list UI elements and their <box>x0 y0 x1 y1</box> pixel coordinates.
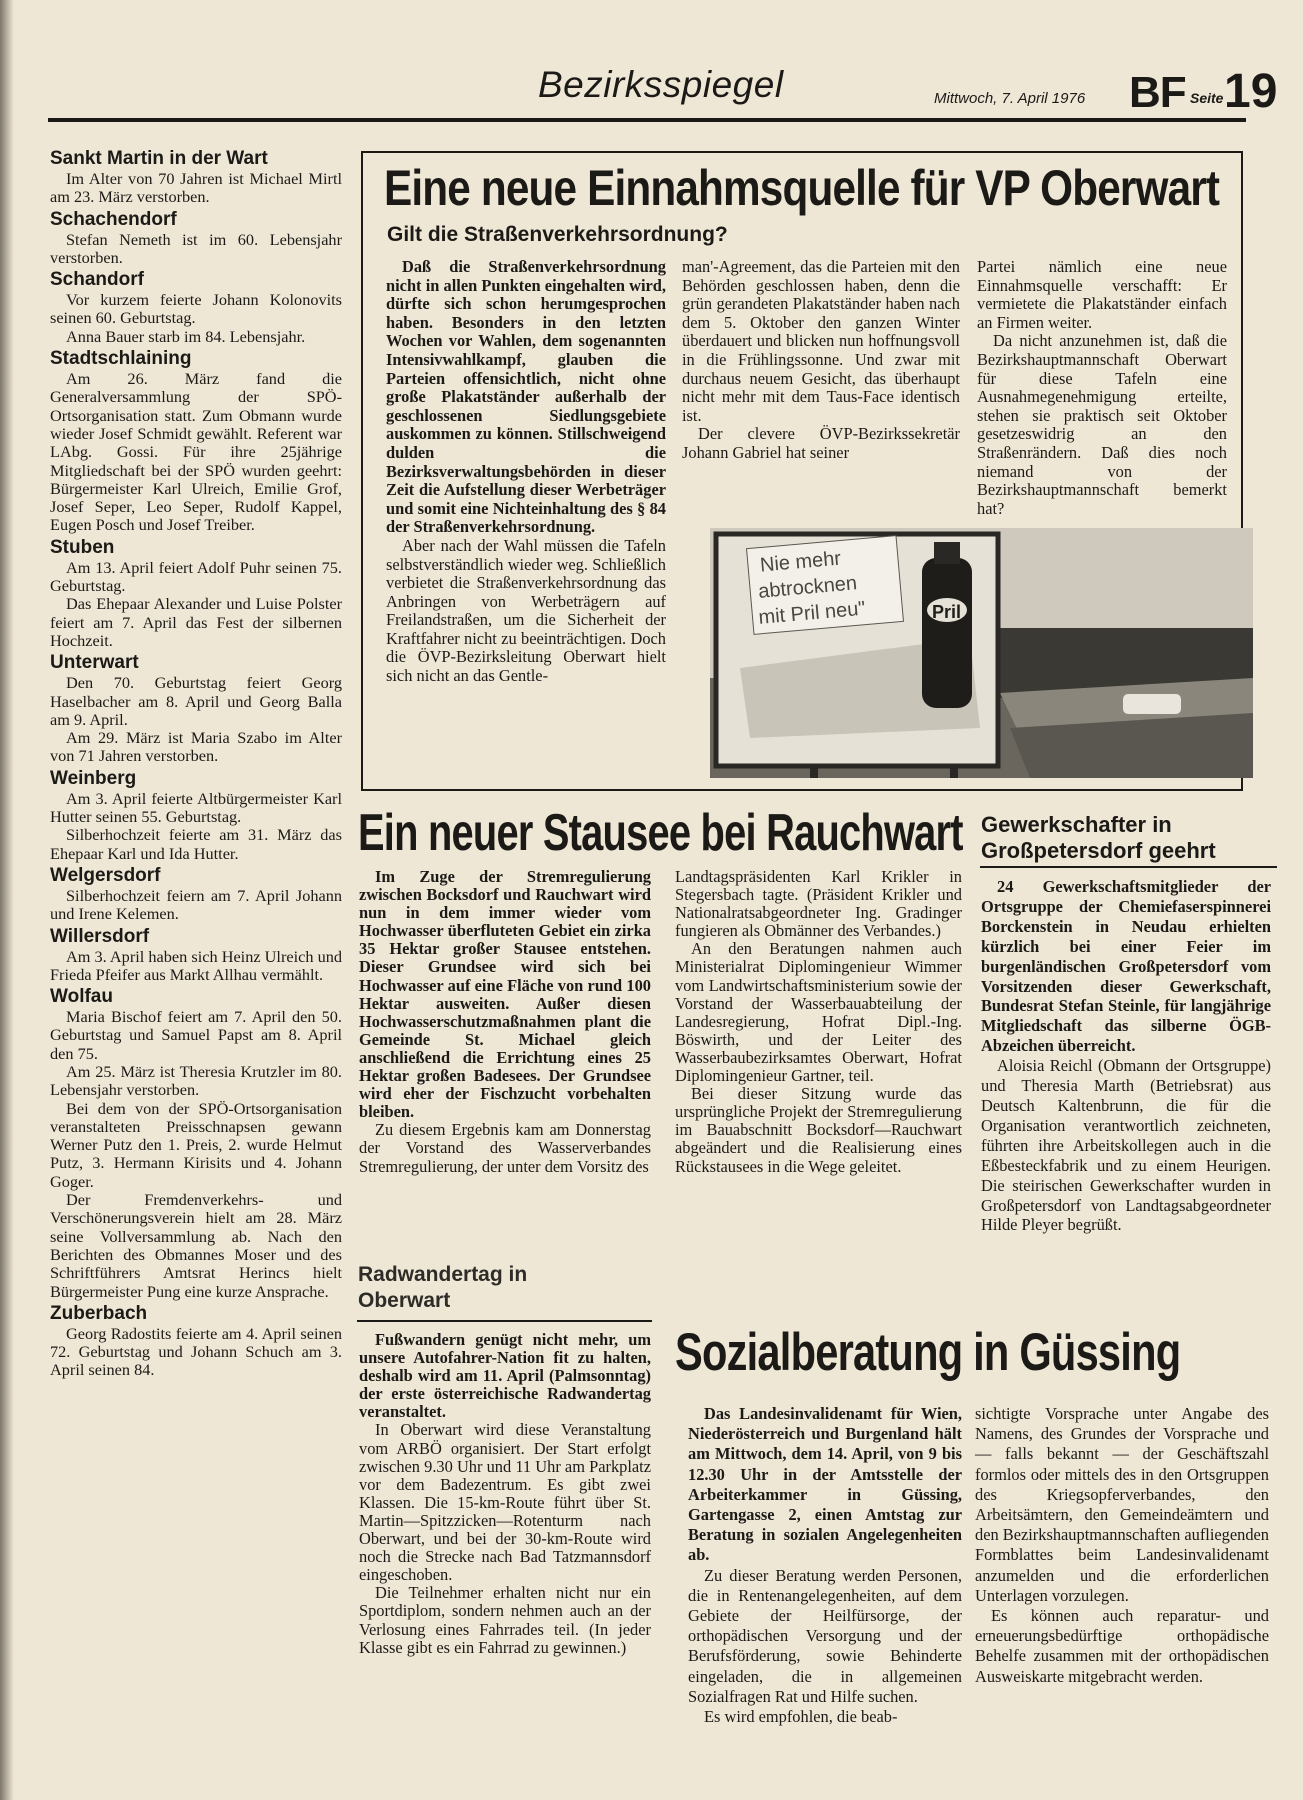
article5-column-2 <box>975 1404 1269 1687</box>
news-item: Maria Bischof feiert am 7. April den 50. Geburtstag und Samuel Papst am 8. April den 75. <box>50 1007 342 1063</box>
paragraph: Landtagspräsidenten Karl Krikler in Stegersbach tagte. (Präsident Krikler und Nationalratsabgeordneter Ing. Gradinger fungieren als Obmänner des Verbandes.) <box>675 867 962 941</box>
news-item: Am 25. März ist Theresia Krutzler im 80. Lebensjahr verstorben. <box>50 1061 342 1100</box>
paragraph: Es können auch reparatur- und erneuerungsbedürftige orthopädische Behelfe zusammen mit der orthopädischen Ausweiskarte mitgebracht werden. <box>975 1606 1269 1686</box>
paragraph: Das Landesinvalidenamt für Wien, Niederösterreich und Burgenland hält am Mittwoch, dem 14. April, von 9 bis 12.30 Uhr in der Amtsstelle der Arbeiterkammer in Güssing, Gartengasse 2, einen Amtstag zur Beratung in sozialen Angelegenheiten ab. <box>688 1404 962 1565</box>
article1-headline: Eine neue Einnahmsquelle für VP Oberwart <box>384 160 1220 216</box>
article1-subhead: Gilt die Straßenverkehrsordnung? <box>387 223 728 246</box>
article2-column-2 <box>675 868 962 1176</box>
article2-headline: Ein neuer Stausee bei Rauchwart <box>358 804 963 862</box>
paragraph: An den Beratungen nahmen auch Ministerialrat Diplomingenieur Wimmer vom Landwirtschaftsministerium sowie der Vorstand der Wasserbauabteilung der Landesregierung, Hofrat Dipl.-Ing. Böswirth, und der Leiter des Wasserbaubezirksamtes Oberwart, Hofrat Diplomingenieur Gartner, teil. <box>675 939 962 1086</box>
paragraph: Es wird empfohlen, die beab- <box>704 1707 898 1727</box>
photo-bottle <box>922 558 972 708</box>
place-heading: Zuberbach <box>50 1302 148 1324</box>
news-item: Am 3. April feierte Altbürgermeister Karl Hutter seinen 55. Geburtstag. <box>50 788 342 827</box>
photo-text-line-2: abtrocknen <box>757 572 858 603</box>
article3-headline: Gewerkschafter in Großpetersdorf geehrt <box>981 812 1216 863</box>
place-heading: Schandorf <box>50 269 144 291</box>
place-heading: Unterwart <box>50 652 139 674</box>
article4-headline-rule <box>357 1320 652 1322</box>
place-heading: Schachendorf <box>50 208 177 230</box>
section-title: Bezirksspiegel <box>538 64 784 105</box>
paragraph: 24 Gewerkschaftsmitglieder der Ortsgruppe der Chemiefaserspinnerei Borckenstein in Neudau erhielten kürzlich bei einer Feier im burgenländischen Großpetersdorf vom Vorsitzenden dieser Gewerkschaft, Bundesrat Stefan Steinle, für langjährige Mitgliedschaft das silberne ÖGB-Abzeichen überreicht. <box>981 877 1271 1056</box>
place-heading: Willersdorf <box>50 925 150 947</box>
header-rule <box>48 118 1246 122</box>
place-heading: Wolfau <box>50 986 113 1008</box>
news-item: Der Fremdenverkehrs- und Verschönerungsverein hielt am 28. März seine Vollversammlung ab. Nach den Berichten des Obmannes Moser und des Schriftführers Amtsrat Herincs hielt Bürgermeister Pung eine kurze Ansprache. <box>50 1190 342 1301</box>
paragraph: Die Teilnehmer erhalten nicht nur ein Sportdiplom, sondern nehmen auch an der Verlosung eines Fahrrades teil. (In jeder Klasse gibt es ein Fahrrad zu gewinnen.) <box>359 1583 651 1657</box>
paragraph: Zu diesem Ergebnis kam am Donnerstag der Vorstand des Wasserverbandes Stremregulierung, der unter dem Vorsitz des <box>359 1120 651 1176</box>
paragraph: Der clevere ÖVP-Bezirkssekretär Johann Gabriel hat seiner <box>682 424 960 462</box>
article1-column-3 <box>977 258 1227 518</box>
news-item: Im Alter von 70 Jahren ist Michael Mirtl am 23. März verstorben. <box>50 169 342 207</box>
photo-text-line-3: mit Pril neu" <box>757 597 867 629</box>
photo-billboard-leg-right <box>950 764 958 778</box>
news-item: Vor kurzem feierte Johann Kolonovits seinen 60. Geburtstag. <box>50 290 342 328</box>
photo-bottle-cap <box>934 542 960 564</box>
news-item: Am 3. April haben sich Heinz Ulreich und Frieda Pfeifer aus Markt Allhau vermählt. <box>50 946 342 984</box>
news-item: Anna Bauer starb im 84. Lebensjahr. <box>66 326 306 346</box>
place-heading: Stadtschlaining <box>50 348 192 370</box>
newspaper-logo: BF <box>1129 68 1186 117</box>
news-item: Georg Radostits feierte am 4. April seinen 72. Geburtstag und Johann Schuch am 3. April seinen 84. <box>50 1323 342 1380</box>
news-item: Silberhochzeit feiern am 7. April Johann und Irene Kelemen. <box>50 885 342 924</box>
paragraph: Da nicht anzunehmen ist, daß die Bezirkshauptmannschaft Oberwart für diese Tafeln eine Ausnahmegenehmigung erteilte, stehen sie praktisch seit Oktober gesetzeswidrig an den Straßenrändern. Daß dies noch niemand von der Bezirkshauptmannschaft bemerkt hat? <box>977 331 1227 518</box>
place-heading: Welgersdorf <box>50 864 161 886</box>
article3-headline-rule <box>980 866 1277 868</box>
page-spine-shadow <box>0 0 14 1800</box>
paragraph: Bei dieser Sitzung wurde das ursprüngliche Projekt der Stremregulierung im Bauabschnitt Bocksdorf—Rauchwart abgeändert und die Realisierung eines Rückstausees in die Wege geleitet. <box>675 1084 962 1176</box>
billboard-photo <box>710 528 1253 778</box>
paragraph: sichtigte Vorsprache unter Angabe des Namens, des Grundes der Vorsprache und — falls bekannt — der Geschäftszahl formlos oder mittels des in den Ortsgruppen des Kriegsopferverbandes, den Arbeitsämtern, den Gemeindeämtern und den Bezirkshauptmannschaften aufliegenden Formblattes beim Landesinvalidenamt anzumelden und die erforderlichen Unterlagen vorzulegen. <box>975 1404 1270 1605</box>
news-item: Am 26. März fand die Generalversammlung der SPÖ-Ortsorganisation statt. Zum Obmann wurde wieder Josef Schmidt gewählt. Referent war LAbg. Gossi. Für ihre 25jährige Mitgliedschaft bei der SPÖ wurden geehrt: Bürgermeister Karl Ulreich, Emilie Grof, Josef Seper, Leo Seper, Rudolf Kappel, Eugen Posch und Josef Treiber. <box>50 369 342 535</box>
news-item: Das Ehepaar Alexander und Luise Polster feiert am 7. April das Fest der silbernen Hochzeit. <box>50 594 342 650</box>
paragraph: Zu dieser Beratung werden Personen, die in Rentenangelegenheiten, auf dem Gebiete der Heilfürsorge, der orthopädischen Versorgung und der Berufsförderung, sowie Behinderte eingeladen, die in allgemeinen Sozialfragen Rat und Hilfe suchen. <box>688 1565 962 1706</box>
article1-column-2 <box>682 258 960 463</box>
article3-body <box>981 877 1271 1235</box>
article2-column-1 <box>359 868 651 1176</box>
paragraph: In Oberwart wird diese Veranstaltung vom ARBÖ organisiert. Der Start erfolgt zwischen 9.30 Uhr und 11 Uhr am Parkplatz vor dem Badezentrum. Es gibt zwei Klassen. Die 15-km-Route führt über St. Martin—Spitzzicken—Rotenturm nach Oberwart, und bei der 30-km-Route wird noch die Strecke nach Bad Tatzmannsdorf eingeschoben. <box>359 1420 651 1585</box>
article1-column-1 <box>386 258 666 686</box>
article4-headline: Radwandertag in Oberwart <box>358 1263 528 1312</box>
issue-date: Mittwoch, 7. April 1976 <box>934 90 1086 107</box>
paragraph: Fußwandern genügt nicht mehr, um unsere Autofahrer-Nation fit zu halten, deshalb wird am 11. April (Palmsonntag) der erste österreichische Radwandertag veranstaltet. <box>359 1330 651 1422</box>
paragraph: Daß die Straßenverkehrsordnung nicht in allen Punkten eingehalten wird, dürfte sich schon herumgesprochen haben. Besonders in den letzten Wochen vor Wahlen, dem sogenannten Intensivwahlkampf, glauben die Parteien offensichtlich, nicht ohne große Plakatständer außerhalb der geschlossenen Siedlungsgebiete auskommen zu können. Stillschweigend dulden die Bezirksverwaltungsbehörden in dieser Zeit die Aufstellung dieser Werbeträger und somit eine Nichteinhaltung des § 84 der Straßenverkehrsordnung. <box>386 257 666 537</box>
place-heading: Weinberg <box>50 767 137 789</box>
paragraph: Aloisia Reichl (Obmann der Ortsgruppe) und Theresia Marth (Betriebsrat) aus Deutsch Kaltenbrunn, die für die Organisation verantwortlich zeichneten, führten ihre Arbeitskollegen auch in die Eßbesteckfabrik und zu einem Heurigen. Die steirischen Gewerkschafter wurden in Großpetersdorf von Landtagsabgeordneter Hilde Pleyer begrüßt. <box>981 1056 1271 1235</box>
photo-text-line-1: Nie mehr <box>759 547 842 577</box>
news-item: Am 13. April feiert Adolf Puhr seinen 75. Geburtstag. <box>50 557 342 596</box>
photo-car <box>1123 694 1181 714</box>
article5-headline: Sozialberatung in Güssing <box>675 1323 1181 1382</box>
news-item: Am 29. März ist Maria Szabo im Alter von 71 Jahren verstorben. <box>50 728 342 766</box>
news-item: Den 70. Geburtstag feiert Georg Haselbacher am 8. April und Georg Balla am 9. April. <box>50 673 342 729</box>
news-item: Stefan Nemeth ist im 60. Lebensjahr verstorben. <box>50 229 342 267</box>
photo-billboard-leg-left <box>810 764 818 778</box>
paragraph: man'-Agreement, das die Parteien mit den Behörden geschlossen haben, denn die grün gerandeten Plakatständer haben nach dem 5. Oktober den ganzen Winter überdauert und blicken nun hoffnungsvoll in die Frühlingssonne. Und zwar mit durchaus neuem Gesicht, das überhaupt nicht mehr mit dem Taus-Face identisch ist. <box>682 257 960 425</box>
paragraph: Aber nach der Wahl müssen die Tafeln selbstverständlich wieder weg. Schließlich verbietet die Straßenverkehrsordnung das Anbringen von Werbeträgern auf Freilandstraßen, um die Sicherheit der Kraftfahrer nicht zu beeinträchtigen. Doch die ÖVP-Bezirksleitung Oberwart hielt sich nicht an das Gentle- <box>386 535 666 686</box>
place-heading: Sankt Martin in der Wart <box>50 148 268 169</box>
page-label: Seite <box>1190 90 1224 106</box>
place-heading: Stuben <box>50 536 115 558</box>
article4-body <box>359 1331 651 1657</box>
paragraph: Partei nämlich eine neue Einnahmsquelle verschafft: Er vermietete die Plakatständer einfach an Firmen weiter. <box>977 257 1227 332</box>
news-item: Bei dem von der SPÖ-Ortsorganisation veranstalteten Preisschnapsen gewann Werner Putz den 1. Preis, 2. wurde Helmut Putz, 3. Hermann Kirisits und 4. Johann Goger. <box>50 1098 342 1191</box>
photo-brand-text: Pril <box>932 602 962 622</box>
news-item: Silberhochzeit feierte am 31. März das Ehepaar Karl und Ida Hutter. <box>50 825 342 863</box>
local-news-column <box>50 146 342 1380</box>
article5-column-1 <box>688 1404 962 1727</box>
paragraph: Im Zuge der Stremregulierung zwischen Bocksdorf und Rauchwart wird nun in dem immer wieder vom Hochwasser überfluteten Gebiet ein zirka 35 Hektar großer Stausee entstehen. Dieser Grundsee wird sich bei Hochwasser auf eine Fläche von rund 100 Hektar ausweiten. Außer diesen Hochwasserschutzmaßnahmen plant die Gemeinde St. Michael gleich anschließend die Errichtung eines 25 Hektar großen Badesees. Der Grundsee wird eher der Fischzucht vorbehalten bleiben. <box>359 867 651 1122</box>
page-number: 19 <box>1224 65 1278 118</box>
